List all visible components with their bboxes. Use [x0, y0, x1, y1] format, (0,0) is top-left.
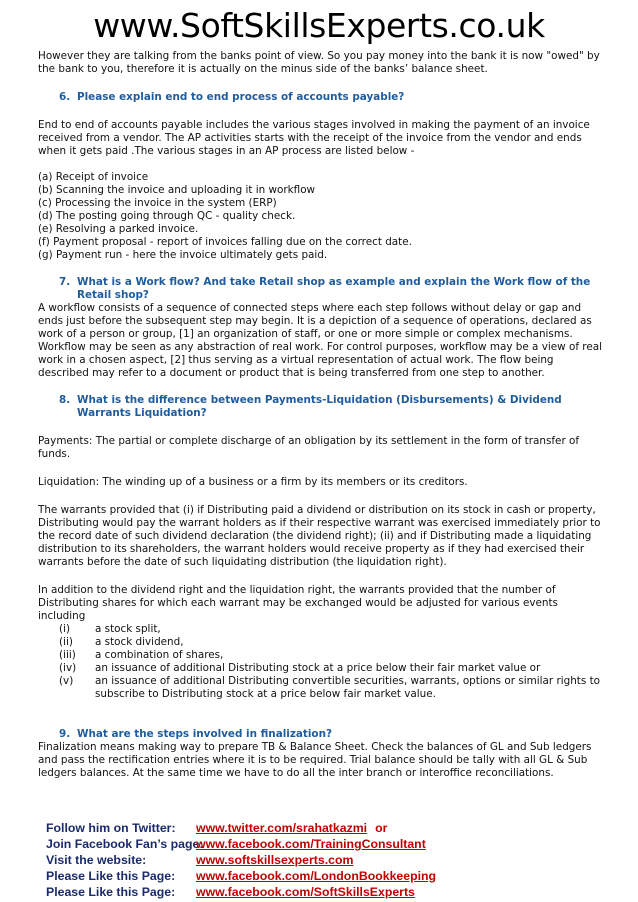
question-number: 7. [59, 276, 71, 288]
list-marker: (iv) [59, 662, 77, 674]
question-7-answer: A workflow consists of a sequence of connected steps where each step follows without delay or gap and ends just before the subsequent step may begin. It is a depiction of a sequence of operations, declared as work of a person or group, [1] an organization of staff, or one or more simple or complex mechanisms. Workflow may be seen as any abstraction of real work. For control purposes, workflow may be a view of real work in a chosen aspect, [2] thus serving as a virtual representation of actual work. The flow being described may refer to a document or product that is being transferred from one step to another. [38, 302, 602, 379]
list-text: a combination of shares, [95, 649, 224, 661]
warrants-paragraph: The warrants provided that (i) if Distributing paid a dividend or distribution on its stock in cash or property, Distributing would pay the warrant holders as if their respective warrant was exercised immediately prior to the record date of such dividend declaration (the dividend right); (ii) and if Distributing made a liquidating distribution to its shareholders, the warrant holders would receive property as if they had exercised their warrants before the date of such liquidating distribution (the liquidation right). [38, 504, 601, 568]
question-number: 6. [59, 91, 71, 103]
question-6-answer: End to end of accounts payable includes the various stages involved in making the payment of an invoice received from a vendor. The AP activities starts with the receipt of the invoice from the vendor and ends when it gets paid .The various stages in an AP process are listed below - [38, 119, 590, 157]
list-item: (e) Resolving a parked invoice. [38, 223, 199, 235]
question-6-heading [38, 91, 603, 104]
intro-paragraph: However they are talking from the banks point of view. So you pay money into the bank it is now "owed" by the bank to you, therefore it is actually on the minus side of the banks’ balance sheet. [38, 50, 600, 75]
question-text: What is the difference between Payments-Liquidation (Disbursements) & Dividend Warrants Liquidation? [77, 394, 562, 419]
addition-paragraph: In addition to the dividend right and the liquidation right, the warrants provided that the number of Distributing shares for which each warrant may be exchanged would be adjusted for various events including [38, 584, 558, 622]
footer-row [46, 884, 436, 900]
list-item: (d) The posting going through QC - quality check. [38, 210, 296, 222]
liquidation-definition: Liquidation: The winding up of a business or a firm by its members or its creditors. [38, 476, 468, 488]
question-number: 9. [59, 728, 71, 740]
question-9-answer: Finalization means making way to prepare TB & Balance Sheet. Check the balances of GL and Sub ledgers and pass the rectification entries where it is to be required. Trial balance should be tally with all GL & Sub ledgers balances. At the same time we have to do all the inter branch or interoffice reconciliations. [38, 741, 592, 779]
question-7-heading [38, 276, 603, 302]
list-item: (b) Scanning the invoice and uploading it in workflow [38, 184, 316, 196]
footer-links [46, 820, 436, 900]
softskillsexperts-facebook-link[interactable]: www.facebook.com/SoftSkillsExperts [196, 885, 415, 899]
footer-label: Please Like this Page: [46, 885, 176, 899]
list-text: an issuance of additional Distributing stock at a price below their fair market value or [95, 662, 541, 674]
list-text: a stock dividend, [95, 636, 184, 648]
footer-row [46, 820, 436, 836]
question-text: What are the steps involved in finalization? [77, 728, 332, 740]
question-9-heading [38, 728, 603, 741]
question-number: 8. [59, 394, 71, 406]
question-8-heading [38, 394, 603, 420]
london-bookkeeping-link[interactable]: www.facebook.com/LondonBookkeeping [196, 869, 437, 883]
list-item: (a) Receipt of invoice [38, 171, 149, 183]
list-item [38, 623, 603, 636]
website-link[interactable]: www.softskillsexperts.com [196, 853, 354, 867]
twitter-link[interactable]: www.twitter.com/srahatkazmi [196, 821, 368, 835]
footer-row [46, 852, 436, 868]
document-body [38, 50, 603, 780]
list-item [38, 636, 603, 649]
list-marker: (iii) [59, 649, 76, 661]
list-item [38, 675, 603, 701]
facebook-fan-page-link[interactable]: www.facebook.com/TrainingConsultant [196, 837, 426, 851]
question-text: Please explain end to end process of accounts payable? [77, 91, 405, 103]
footer-label: Visit the website: [46, 853, 147, 867]
site-title: www.SoftSkillsExperts.co.uk [93, 6, 545, 45]
list-marker: (ii) [59, 636, 73, 648]
list-marker: (v) [59, 675, 74, 687]
footer-label: Follow him on Twitter: [46, 821, 176, 835]
list-item: (c) Processing the invoice in the system (ERP) [38, 197, 277, 209]
list-text: an issuance of additional Distributing convertible securities, warrants, options or similar rights to subscribe to Distributing stock at a price below fair market value. [95, 675, 601, 700]
list-item [38, 649, 603, 662]
payments-definition: Payments: The partial or complete discharge of an obligation by its settlement in the form of transfer of funds. [38, 435, 580, 460]
list-item: (g) Payment run - here the invoice ultimately gets paid. [38, 249, 328, 261]
list-text: a stock split, [95, 623, 161, 635]
footer-row [46, 836, 436, 852]
footer-suffix: or [375, 821, 388, 835]
footer-row [46, 868, 436, 884]
list-item [38, 662, 603, 675]
list-marker: (i) [59, 623, 70, 635]
question-text: What is a Work flow? And take Retail shop as example and explain the Work flow of the Retail shop? [77, 276, 591, 301]
footer-label: Please Like this Page: [46, 869, 176, 883]
footer-label: Join Facebook Fan’s page: [46, 837, 204, 851]
list-item: (f) Payment proposal - report of invoices falling due on the correct date. [38, 236, 412, 248]
